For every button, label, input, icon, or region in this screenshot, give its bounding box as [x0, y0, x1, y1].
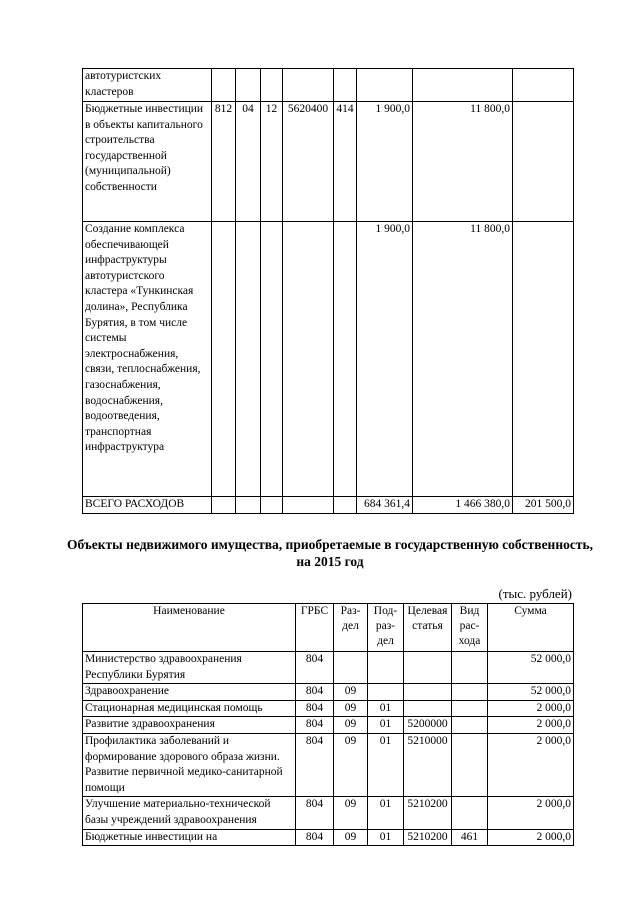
total-label: ВСЕГО РАСХОДОВ [83, 497, 212, 514]
total-row [83, 497, 574, 514]
total-amount-2: 1 466 380,0 [413, 497, 513, 514]
grbs-code: 812 [212, 102, 236, 222]
table-row: Стационарная медицинская помощь 804 09 01 2 000,0 [83, 700, 574, 717]
property-table [82, 603, 574, 846]
section-code: 04 [236, 102, 261, 222]
subsection-code: 12 [261, 102, 283, 222]
table-row: Здравоохранение 804 09 52 000,0 [83, 684, 574, 701]
header-statya: Целевая статья [404, 604, 452, 652]
section-heading: Объекты недвижимого имущества, приобретаемые в государственную собственность, на 2015 год [67, 537, 593, 569]
expenses-table [82, 68, 574, 514]
header-grbs: ГРБС [296, 604, 334, 652]
expense-type: 414 [334, 102, 357, 222]
table-row: Развитие здравоохранения 804 09 01 5200000 2 000,0 [83, 717, 574, 734]
table-row: Профилактика заболеваний и формирование здорового образа жизни. Развитие первичной медико-санитарной помощи 804 09 01 5210000 2 000,0 [83, 733, 574, 796]
table-row [83, 102, 574, 222]
table-header [83, 604, 574, 652]
item-name: автотуристских кластеров [83, 69, 212, 102]
units-note: (тыс. рублей) [498, 586, 572, 601]
header-summa: Сумма [488, 604, 574, 652]
amount-3 [513, 222, 574, 497]
total-amount-1: 684 361,4 [357, 497, 413, 514]
amount-2: 11 800,0 [413, 102, 513, 222]
table-row: Улучшение материально-технической базы учреждений здравоохранения 804 09 01 5210200 2 000,0 [83, 797, 574, 829]
header-name: Наименование [83, 604, 296, 652]
table-row [83, 222, 574, 497]
total-amount-3: 201 500,0 [513, 497, 574, 514]
header-podrazdel: Под-раз-дел [368, 604, 404, 652]
amount-2: 11 800,0 [413, 222, 513, 497]
amount-1: 1 900,0 [357, 222, 413, 497]
amount-1: 1 900,0 [357, 102, 413, 222]
table-row [83, 69, 574, 102]
item-name: Бюджетные инвестиции в объекты капитального строительства государственной (муниципальной) собственности [83, 102, 212, 222]
item-name: Создание комплекса обеспечивающей инфраструктуры автотуристского кластера «Тункинская долина», Республика Бурятия, в том числе системы электроснабжения, связи, теплоснабжения, газоснабжения, водоснабжения, водоотведения, транспортная инфраструктура [83, 222, 212, 497]
target-article: 5620400 [283, 102, 334, 222]
table-row: Министерство здравоохранения Республики Бурятия 804 52 000,0 [83, 652, 574, 684]
header-razdel: Раз-дел [334, 604, 368, 652]
amount-3 [513, 102, 574, 222]
header-vid: Вид рас-хода [452, 604, 488, 652]
table-row: Бюджетные инвестиции на 804 09 01 5210200 461 2 000,0 [83, 829, 574, 846]
